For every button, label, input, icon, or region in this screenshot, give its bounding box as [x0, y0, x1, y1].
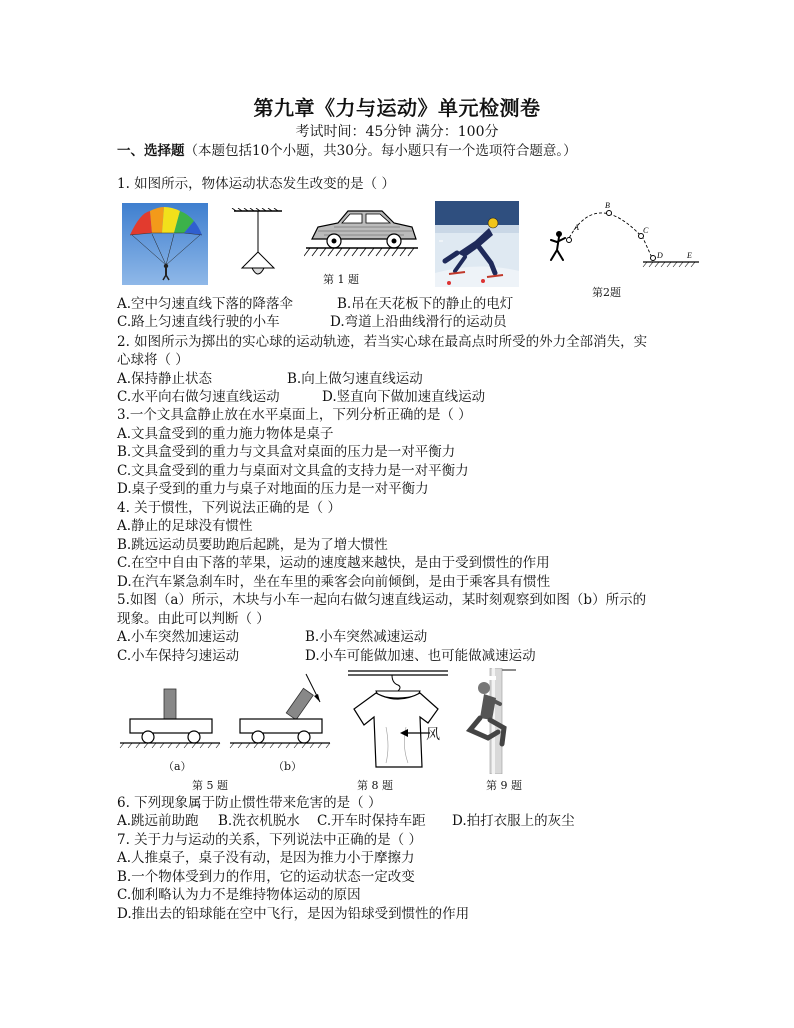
q7-option-d[interactable]: D.推出去的铅球能在空中飞行，是因为铅球受到惯性的作用 — [117, 906, 470, 922]
fig5b-label: （b） — [273, 760, 303, 773]
q6-option-d[interactable]: D.拍打衣服上的灰尘 — [452, 813, 575, 829]
q2-option-b[interactable]: B.向上做匀速直线运动 — [287, 371, 423, 387]
wind-label: 风 — [426, 727, 440, 743]
q1-option-b[interactable]: B.吊在天花板下的静止的电灯 — [337, 296, 514, 312]
q4-option-d[interactable]: D.在汽车紧急刹车时，坐在车里的乘客会向前倾倒，是由于乘客具有惯性 — [117, 574, 551, 590]
q2-option-c[interactable]: C.水平向右做匀速直线运动 — [117, 389, 280, 405]
q5-option-a[interactable]: A.小车突然加速运动 — [117, 629, 240, 645]
speed-skater-figure — [435, 201, 519, 287]
car-figure — [304, 203, 420, 261]
section-heading — [117, 142, 577, 160]
cart-a-figure — [118, 685, 222, 749]
cart-b-figure — [228, 672, 332, 749]
fig8-caption: 第 8 题 — [357, 779, 393, 792]
q7-option-b[interactable]: B.一个物体受到力的作用，它的运动状态一定改变 — [117, 869, 415, 885]
q1-stem: 1. 如图所示，物体运动状态发生改变的是（ ） — [117, 176, 395, 192]
q7-stem: 7. 关于力与运动的关系，下列说法中正确的是（ ） — [117, 832, 422, 848]
fig1-caption: 第 1 题 — [323, 273, 359, 286]
q4-option-a[interactable]: A.静止的足球没有惯性 — [117, 518, 253, 534]
q2-stem-line1: 2. 如图所示为掷出的实心球的运动轨迹，若当实心球在最高点时所受的外力全部消失，实 — [117, 334, 648, 350]
q3-option-b[interactable]: B.文具盒受到的重力与文具盒对桌面的压力是一对平衡力 — [117, 444, 456, 460]
shirt-wind-figure — [346, 667, 450, 773]
q1-option-c[interactable]: C.路上匀速直线行驶的小车 — [117, 314, 280, 330]
q5-stem-line1: 5.如图（a）所示，木块与小车一起向右做匀速直线运动，某时刻观察到如图（b）所示的 — [117, 592, 647, 608]
q3-option-a[interactable]: A.文具盒受到的重力施力物体是桌子 — [117, 426, 334, 442]
point-b-label: B — [605, 201, 610, 210]
exam-info: 考试时间：45分钟 满分：100分 — [295, 124, 499, 140]
fig9-caption: 第 9 题 — [486, 779, 522, 792]
q5-option-d[interactable]: D.小车可能做加速、也可能做减速运动 — [305, 648, 536, 664]
q6-option-a[interactable]: A.跳远前助跑 — [117, 813, 199, 829]
hanging-lamp-figure — [228, 208, 288, 280]
q3-option-c[interactable]: C.文具盒受到的重力与桌面对文具盒的支持力是一对平衡力 — [117, 463, 469, 479]
q2-option-a[interactable]: A.保持静止状态 — [117, 371, 213, 387]
section-label: 一、选择题 — [117, 143, 185, 159]
q1-option-d[interactable]: D.弯道上沿曲线滑行的运动员 — [330, 314, 507, 330]
q6-option-c[interactable]: C.开车时保持车距 — [317, 813, 426, 829]
q3-option-d[interactable]: D.桌子受到的重力与桌子对地面的压力是一对平衡力 — [117, 481, 429, 497]
q7-option-c[interactable]: C.伽利略认为力不是维持物体运动的原因 — [117, 887, 361, 903]
q7-option-a[interactable]: A.人推桌子，桌子没有动，是因为推力小于摩擦力 — [117, 850, 415, 866]
q4-stem: 4. 关于惯性，下列说法正确的是（ ） — [117, 500, 341, 516]
q5-option-b[interactable]: B.小车突然减速运动 — [305, 629, 428, 645]
page-title: 第九章《力与运动》单元检测卷 — [253, 96, 541, 120]
section-desc: （本题包括10个小题，共30分。每小题只有一个选项符合题意。） — [184, 143, 577, 159]
q4-option-c[interactable]: C.在空中自由下落的苹果，运动的速度越来越快，是由于受到惯性的作用 — [117, 555, 550, 571]
ball-trajectory-figure — [543, 200, 703, 276]
fig2-caption: 第2题 — [592, 286, 621, 299]
q2-stem-line2: 心球将（ ） — [117, 352, 189, 368]
q5-stem-line2: 现象。由此可以判断（ ） — [117, 611, 270, 627]
point-c-label: C — [643, 226, 649, 235]
point-e-label: E — [687, 251, 692, 260]
q6-option-b[interactable]: B.洗衣机脱水 — [218, 813, 300, 829]
point-a-label: A — [574, 223, 579, 232]
q6-stem: 6. 下列现象属于防止惯性带来危害的是（ ） — [117, 795, 382, 811]
fig5a-label: （a） — [163, 760, 192, 773]
q4-option-b[interactable]: B.跳远运动员要助跑后起跳，是为了增大惯性 — [117, 537, 388, 553]
point-d-label: D — [657, 251, 663, 260]
fig5-caption: 第 5 题 — [192, 779, 228, 792]
pole-climber-figure — [462, 668, 534, 774]
q2-option-d[interactable]: D.竖直向下做加速直线运动 — [322, 389, 486, 405]
parachute-figure — [122, 203, 208, 285]
q5-option-c[interactable]: C.小车保持匀速运动 — [117, 648, 240, 664]
q3-stem: 3.一个文具盒静止放在水平桌面上，下列分析正确的是（ ） — [117, 407, 472, 423]
q1-option-a[interactable]: A.空中匀速直线下落的降落伞 — [117, 296, 294, 312]
